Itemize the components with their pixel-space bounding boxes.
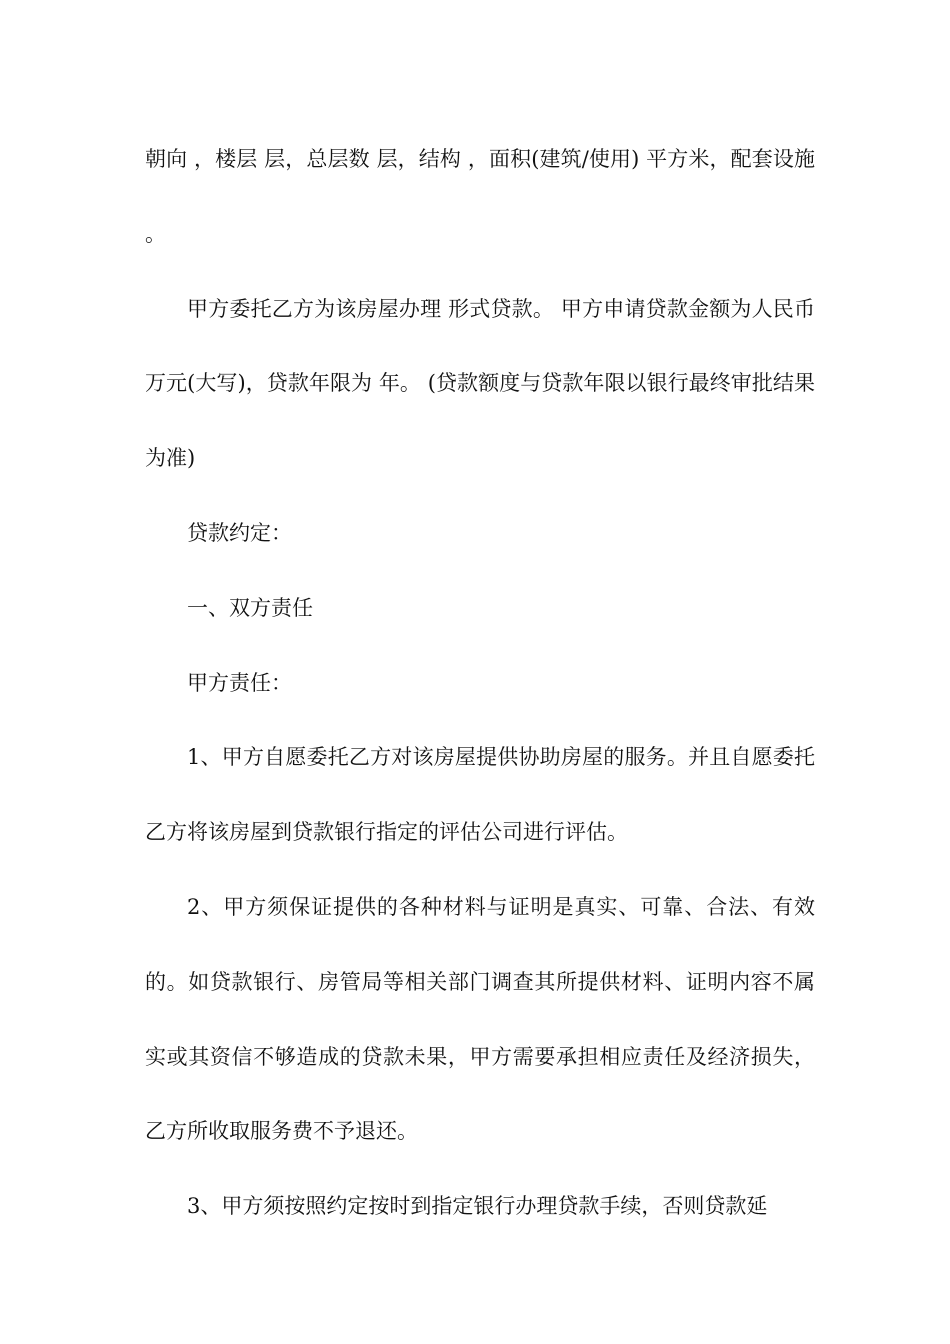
clause-3: 3、甲方须按照约定按时到指定银行办理贷款手续，否则贷款延 (187, 1194, 768, 1219)
paragraph-loan-request: 甲方委托乙方为该房屋办理 形式贷款。 甲方申请贷款金额为人民币 万元(大写)，贷款年限为 年。 (贷款额度与贷款年限以银行最终审批结果为准) (145, 296, 822, 471)
section-heading-mutual-responsibilities: 一、双方责任 (187, 595, 313, 620)
subheading-party-a-responsibilities: 甲方责任： (187, 670, 292, 695)
clause-2: 2、甲方须保证提供的各种材料与证明是真实、可靠、合法、有效的。如贷款银行、房管局等相关部门调查其所提供材料、证明内容不属实或其资信不够造成的贷款未果，甲方需要承担相应责任及经济损失，乙方所收取服务费不予退还。 (145, 894, 815, 1144)
paragraph-loan-agreement-heading: 贷款约定： (187, 520, 292, 545)
clause-1: 1、甲方自愿委托乙方对该房屋提供协助房屋的服务。并且自愿委托乙方将该房屋到贷款银行指定的评估公司进行评估。 (145, 745, 815, 845)
paragraph-property-details: 朝向 ，楼层 层，总层数 层，结构 ，面积(建筑/使用) 平方米，配套设施 。 (145, 147, 822, 246)
document-body (145, 122, 822, 1244)
